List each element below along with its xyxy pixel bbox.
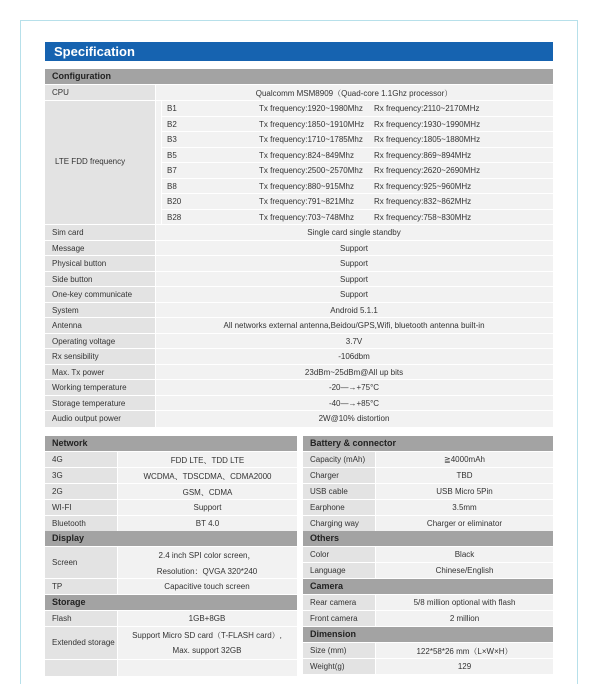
config-label: Sim card [52, 228, 84, 237]
config-value: Android 5.1.1 [330, 305, 378, 315]
row-divider [45, 271, 553, 272]
config-value: All networks external antenna,Beidou/GPS,Wifi, bluetooth antenna built-in [223, 321, 485, 330]
extended-label: Extended storage [52, 638, 115, 647]
flash-value: 1GB+8GB [188, 614, 226, 623]
row-divider [161, 162, 553, 163]
tp-label: TP [52, 582, 63, 591]
lte-tx: Tx frequency:1710~1785Mhz [259, 135, 363, 144]
config-value: 23dBm~25dBm@All up bits [304, 367, 404, 377]
dimension-label: Weight(g) [310, 662, 345, 671]
lte-tx: Tx frequency:1920~1980Mhz [259, 104, 363, 113]
config-label: Rx sensibility [52, 352, 99, 361]
config-value: Support [339, 290, 369, 299]
lte-label: LTE FDD frequency [55, 157, 126, 166]
battery-value: TBD [456, 471, 473, 480]
battery-heading: Battery & connector [303, 436, 553, 451]
row-divider [45, 348, 553, 349]
row-divider [45, 255, 553, 256]
lte-rx: Rx frequency:925~960MHz [374, 181, 472, 191]
row-divider [45, 240, 553, 241]
dimension-value: 129 [457, 662, 472, 671]
dimension-value: 122*58*26 mm（L×W×H） [416, 647, 513, 656]
network-label: WI-FI [52, 503, 72, 512]
row-divider [45, 395, 553, 396]
config-label: Operating voltage [52, 336, 116, 346]
camera-label: Rear camera [310, 598, 357, 607]
screen-value-line1: 2.4 inch SPI color screen， [158, 551, 256, 560]
storage-heading: Storage [45, 595, 297, 610]
battery-label: Charger [310, 471, 339, 480]
empty-value-cell [118, 660, 297, 676]
lte-rx: Rx frequency:1930~1990MHz [374, 119, 481, 129]
row-divider [45, 364, 553, 365]
network-label: 4G [52, 455, 63, 464]
battery-label: Charging way [310, 519, 359, 528]
config-value: Single card single standby [307, 228, 401, 237]
lte-band: B2 [167, 119, 177, 129]
lte-rx: Rx frequency:832~862MHz [374, 197, 472, 206]
lte-tx: Tx frequency:703~748Mhz [259, 212, 354, 222]
row-divider [161, 209, 553, 210]
row-divider [161, 178, 553, 179]
dimension-label: Size (mm) [310, 646, 347, 655]
others-value: Chinese/English [435, 566, 494, 575]
battery-value: Charger or eliminator [426, 519, 503, 528]
config-label: Storage temperature [52, 398, 126, 408]
row-divider [161, 116, 553, 117]
battery-value: USB Micro 5Pin [436, 487, 493, 496]
config-value: Support [339, 259, 369, 268]
camera-label: Front camera [310, 614, 358, 623]
config-value: 2W@10% distortion [318, 414, 390, 423]
row-divider [45, 100, 553, 101]
row-divider [161, 193, 553, 194]
lte-rx: Rx frequency:1805~1880MHz [374, 135, 481, 144]
config-label: Message [52, 243, 85, 253]
lte-band: B5 [167, 150, 177, 160]
config-value: -40—→+85°C [328, 398, 380, 408]
extended-value-line2: Max. support 32GB [172, 646, 242, 655]
config-label: Antenna [52, 321, 82, 330]
config-value: -106dbm [338, 352, 370, 361]
lte-band: B20 [167, 197, 182, 206]
tp-value: Capacitive touch screen [164, 582, 250, 591]
others-label: Color [310, 550, 330, 559]
display-heading: Display [45, 531, 297, 546]
config-label: Working temperature [52, 383, 127, 392]
config-label: One-key communicate [52, 290, 133, 299]
lte-rx: Rx frequency:2110~2170MHz [374, 104, 480, 113]
camera-heading: Camera [303, 579, 553, 594]
others-heading: Others [303, 531, 553, 546]
config-label: Side button [52, 274, 93, 284]
lte-tx: Tx frequency:791~821Mhz [259, 197, 354, 206]
network-value: GSM、CDMA [182, 488, 233, 497]
network-label: 3G [52, 471, 63, 480]
row-divider [45, 379, 553, 380]
config-label: Audio output power [52, 414, 121, 423]
lte-band: B8 [167, 181, 177, 191]
network-value: WCDMA、TDSCDMA、CDMA2000 [143, 472, 272, 481]
lte-band: B28 [167, 212, 182, 222]
configuration-heading: Configuration [45, 69, 553, 84]
lte-band: B7 [167, 166, 177, 175]
lte-tx: Tx frequency:2500~2570Mhz [259, 166, 363, 175]
cpu-label: CPU [52, 88, 69, 97]
flash-label: Flash [52, 614, 72, 623]
network-label: 2G [52, 487, 63, 496]
cpu-value: Qualcomm MSM8909（Quad-core 1.1Ghz processor） [255, 89, 453, 98]
network-label: Bluetooth [52, 519, 86, 528]
lte-rx: Rx frequency:869~894MHz [374, 150, 472, 160]
lte-tx: Tx frequency:880~915Mhz [259, 181, 354, 191]
empty-label-cell [45, 660, 117, 676]
dimension-heading: Dimension [303, 627, 553, 642]
config-label: System [52, 305, 79, 315]
battery-value: ≧4000mAh [444, 455, 485, 464]
lte-rx: Rx frequency:2620~2690MHz [374, 166, 481, 175]
others-value: Black [454, 550, 475, 559]
screen-value-line2: Resolution：QVGA 320*240 [156, 567, 258, 576]
row-divider [45, 317, 553, 318]
config-value: Support [339, 243, 369, 253]
battery-value: 3.5mm [452, 503, 477, 512]
network-value: BT 4.0 [195, 519, 220, 528]
battery-label: Earphone [310, 503, 345, 512]
camera-value: 5/8 million optional with flash [413, 598, 516, 607]
lte-band: B3 [167, 135, 177, 144]
network-value: Support [193, 503, 222, 512]
row-divider [45, 224, 553, 225]
config-label: Physical button [52, 259, 107, 268]
network-value: FDD LTE、TDD LTE [170, 456, 245, 465]
lte-tx: Tx frequency:1850~1910MHz [259, 119, 365, 129]
lte-band: B1 [167, 104, 177, 113]
others-label: Language [310, 566, 346, 575]
extended-value-line1: Support Micro SD card（T-FLASH card）, [132, 631, 282, 640]
page-title: Specification [45, 42, 553, 61]
row-divider [45, 302, 553, 303]
battery-label: USB cable [310, 487, 348, 496]
battery-label: Capacity (mAh) [310, 455, 366, 464]
row-divider [45, 333, 553, 334]
config-value: -20—→+75°C [328, 383, 380, 392]
row-divider [161, 147, 553, 148]
lte-band-divider [161, 101, 162, 225]
row-divider [45, 410, 553, 411]
row-divider [161, 131, 553, 132]
lte-tx: Tx frequency:824~849Mhz [259, 150, 354, 160]
network-heading: Network [45, 436, 297, 451]
screen-label: Screen [52, 558, 78, 567]
row-divider [45, 286, 553, 287]
config-label: Max. Tx power [52, 367, 105, 377]
config-value: Support [339, 274, 369, 284]
camera-value: 2 million [449, 614, 480, 623]
config-value: 3.7V [345, 336, 363, 346]
lte-rx: Rx frequency:758~830MHz [374, 212, 472, 222]
